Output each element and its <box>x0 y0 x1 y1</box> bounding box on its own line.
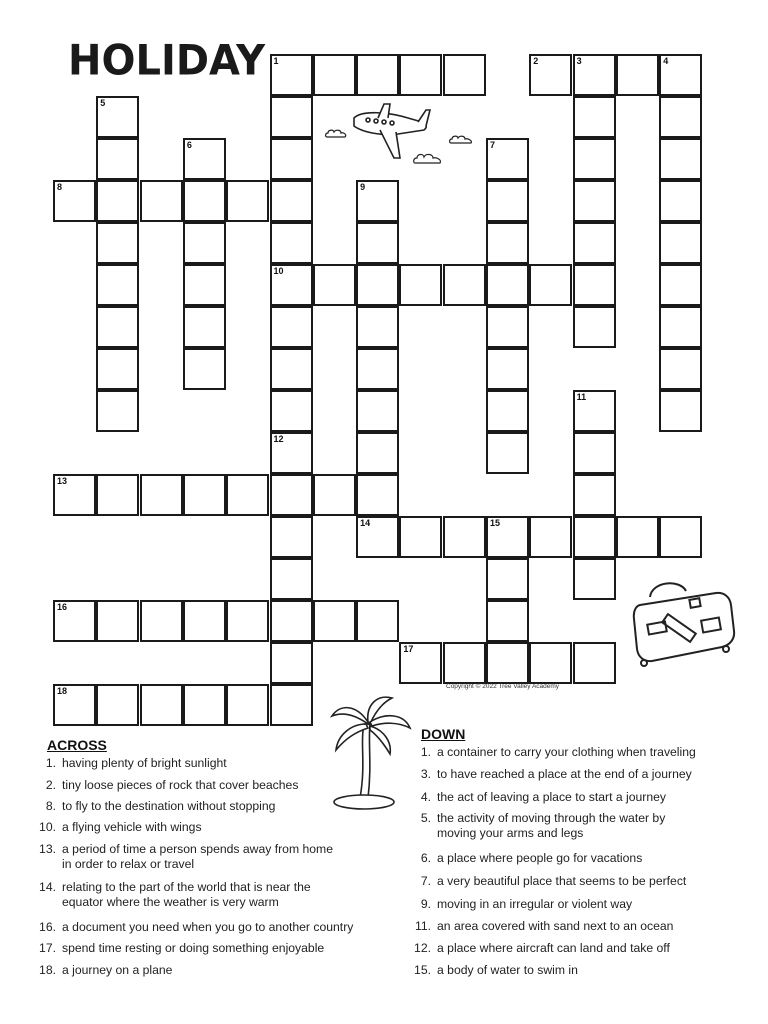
crossword-cell[interactable] <box>486 558 529 600</box>
crossword-cell[interactable] <box>183 138 226 180</box>
crossword-cell[interactable] <box>486 390 529 432</box>
clue-number: 11 <box>576 392 587 402</box>
down-clue <box>405 919 673 934</box>
crossword-cell[interactable] <box>270 432 313 474</box>
crossword-cell[interactable] <box>616 54 659 96</box>
clue-text: relating to the part of the world that is near the equator where the weather is very warm <box>62 880 311 909</box>
crossword-cell[interactable] <box>443 54 486 96</box>
clue-number: 7 <box>490 140 496 150</box>
crossword-cell[interactable] <box>399 642 442 684</box>
crossword-cell[interactable] <box>356 432 399 474</box>
crossword-cell[interactable] <box>53 180 96 222</box>
crossword-cell[interactable] <box>96 306 139 348</box>
clue-number: 14 <box>360 518 371 528</box>
page-title: HOLIDAY <box>68 36 266 86</box>
clue-text: an area covered with sand next to an ocean <box>437 919 674 933</box>
crossword-cell[interactable] <box>313 264 356 306</box>
copyright-text: Copyright © 2022 Tree Valley Academy <box>446 683 560 690</box>
crossword-cell[interactable] <box>573 264 616 306</box>
crossword-cell[interactable] <box>53 600 96 642</box>
clue-text: a period of time a person spends away from home in order to relax or travel <box>62 842 333 871</box>
clue-text: the activity of moving through the water by moving your arms and legs <box>437 811 666 840</box>
crossword-cell[interactable] <box>573 474 616 516</box>
down-clue <box>405 851 642 866</box>
clue-text: to have reached a place at the end of a journey <box>437 767 692 781</box>
crossword-cell[interactable] <box>443 264 486 306</box>
crossword-cell[interactable] <box>96 264 139 306</box>
crossword-cell[interactable] <box>270 306 313 348</box>
crossword-cell[interactable] <box>529 264 572 306</box>
down-clue <box>405 963 578 978</box>
crossword-cell[interactable] <box>659 306 702 348</box>
crossword-cell[interactable] <box>573 390 616 432</box>
crossword-cell[interactable] <box>486 138 529 180</box>
across-clue <box>30 963 172 978</box>
across-clue <box>30 842 333 872</box>
crossword-cell[interactable] <box>270 684 313 726</box>
crossword-cell[interactable] <box>53 684 96 726</box>
clue-text: a container to carry your clothing when traveling <box>437 745 696 759</box>
clue-num: 16. <box>39 920 56 934</box>
crossword-cell[interactable] <box>356 222 399 264</box>
clue-number: 12 <box>273 434 284 444</box>
crossword-cell[interactable] <box>486 264 529 306</box>
down-clue <box>405 767 692 782</box>
across-clue <box>30 941 324 956</box>
clue-text: a document you need when you go to another country <box>62 920 354 934</box>
crossword-cell[interactable] <box>270 474 313 516</box>
crossword-cell[interactable] <box>270 390 313 432</box>
crossword-cell[interactable] <box>356 348 399 390</box>
crossword-cell[interactable] <box>659 54 702 96</box>
crossword-cell[interactable] <box>573 306 616 348</box>
clue-number: 1 <box>273 56 279 66</box>
across-clue <box>30 778 298 793</box>
crossword-cell[interactable] <box>226 600 269 642</box>
crossword-cell[interactable] <box>270 54 313 96</box>
down-heading: DOWN <box>421 726 466 742</box>
clue-num: 10. <box>39 820 56 834</box>
clue-text: a journey on a plane <box>62 963 173 977</box>
crossword-cell[interactable] <box>270 558 313 600</box>
crossword-cell[interactable] <box>486 348 529 390</box>
clue-num: 2. <box>45 778 56 792</box>
down-clue <box>405 897 632 912</box>
crossword-cell[interactable] <box>616 516 659 558</box>
crossword-cell[interactable] <box>270 96 313 138</box>
crossword-cell[interactable] <box>659 96 702 138</box>
crossword-cell[interactable] <box>313 474 356 516</box>
crossword-cell[interactable] <box>313 600 356 642</box>
down-clue <box>405 790 666 805</box>
crossword-cell[interactable] <box>486 516 529 558</box>
crossword-cell[interactable] <box>53 474 96 516</box>
clue-number: 15 <box>490 518 501 528</box>
down-clue <box>405 874 686 889</box>
crossword-cell[interactable] <box>226 474 269 516</box>
crossword-cell[interactable] <box>183 348 226 390</box>
down-clue <box>405 941 670 956</box>
crossword-cell[interactable] <box>486 306 529 348</box>
clue-number: 13 <box>57 476 68 486</box>
crossword-cell[interactable] <box>486 222 529 264</box>
crossword-cell[interactable] <box>183 474 226 516</box>
crossword-cell[interactable] <box>140 600 183 642</box>
crossword-cell[interactable] <box>573 558 616 600</box>
across-clue <box>30 820 202 835</box>
crossword-cell[interactable] <box>183 222 226 264</box>
clue-num: 9. <box>420 897 431 911</box>
crossword-cell[interactable] <box>183 264 226 306</box>
clue-number: 16 <box>57 602 68 612</box>
clue-num: 17. <box>39 941 56 955</box>
crossword-cell[interactable] <box>486 180 529 222</box>
crossword-cell[interactable] <box>659 138 702 180</box>
across-heading: ACROSS <box>47 737 107 753</box>
cloud-icon <box>324 126 350 140</box>
clue-num: 18. <box>39 963 56 977</box>
clue-num: 4. <box>420 790 431 804</box>
clue-number: 8 <box>57 182 63 192</box>
crossword-cell[interactable] <box>573 432 616 474</box>
crossword-cell[interactable] <box>356 54 399 96</box>
crossword-cell[interactable] <box>270 348 313 390</box>
crossword-cell[interactable] <box>529 642 572 684</box>
across-clue <box>30 920 353 935</box>
clue-text: a flying vehicle with wings <box>62 820 202 834</box>
crossword-cell[interactable] <box>356 306 399 348</box>
crossword-cell[interactable] <box>486 600 529 642</box>
crossword-cell[interactable] <box>183 600 226 642</box>
crossword-cell[interactable] <box>183 306 226 348</box>
crossword-cell[interactable] <box>226 180 269 222</box>
clue-num: 14. <box>39 880 56 894</box>
crossword-cell[interactable] <box>140 180 183 222</box>
crossword-cell[interactable] <box>96 180 139 222</box>
clue-num: 7. <box>420 874 431 888</box>
crossword-cell[interactable] <box>356 474 399 516</box>
crossword-cell[interactable] <box>183 180 226 222</box>
crossword-cell[interactable] <box>270 138 313 180</box>
clue-number: 10 <box>273 266 284 276</box>
crossword-cell[interactable] <box>270 642 313 684</box>
clue-num: 1. <box>45 756 56 770</box>
crossword-cell[interactable] <box>486 432 529 474</box>
across-clue <box>30 756 227 771</box>
crossword-cell[interactable] <box>573 516 616 558</box>
cloud-icon <box>412 150 446 166</box>
crossword-cell[interactable] <box>443 516 486 558</box>
crossword-cell[interactable] <box>573 222 616 264</box>
clue-text: the act of leaving a place to start a journey <box>437 790 666 804</box>
clue-number: 17 <box>403 644 414 654</box>
crossword-cell[interactable] <box>573 180 616 222</box>
crossword-cell[interactable] <box>399 516 442 558</box>
suitcase-icon <box>630 575 740 670</box>
crossword-cell[interactable] <box>270 264 313 306</box>
crossword-cell[interactable] <box>659 348 702 390</box>
clue-num: 11. <box>414 919 431 933</box>
crossword-cell[interactable] <box>443 642 486 684</box>
clue-number: 4 <box>663 56 669 66</box>
crossword-cell[interactable] <box>96 474 139 516</box>
crossword-cell[interactable] <box>313 54 356 96</box>
crossword-cell[interactable] <box>529 516 572 558</box>
clue-text: having plenty of bright sunlight <box>62 756 227 770</box>
crossword-cell[interactable] <box>356 600 399 642</box>
crossword-cell[interactable] <box>270 516 313 558</box>
palm-tree-icon <box>326 694 416 814</box>
clue-text: a very beautiful place that seems to be perfect <box>437 874 687 888</box>
crossword-cell[interactable] <box>573 54 616 96</box>
clue-text: spend time resting or doing something enjoyable <box>62 941 325 955</box>
down-clue <box>405 745 696 760</box>
crossword-cell[interactable] <box>573 96 616 138</box>
crossword-cell[interactable] <box>529 54 572 96</box>
clue-text: a body of water to swim in <box>437 963 578 977</box>
crossword-cell[interactable] <box>356 390 399 432</box>
across-clue <box>30 799 275 814</box>
crossword-cell[interactable] <box>270 180 313 222</box>
crossword-cell[interactable] <box>96 222 139 264</box>
crossword-cell[interactable] <box>96 96 139 138</box>
crossword-cell[interactable] <box>356 264 399 306</box>
clue-num: 12. <box>414 941 431 955</box>
clue-num: 3. <box>420 767 431 781</box>
clue-text: moving in an irregular or violent way <box>437 897 633 911</box>
clue-text: tiny loose pieces of rock that cover beaches <box>62 778 299 792</box>
crossword-cell[interactable] <box>486 642 529 684</box>
clue-text: a place where people go for vacations <box>437 851 643 865</box>
crossword-cell[interactable] <box>573 642 616 684</box>
crossword-cell[interactable] <box>659 516 702 558</box>
crossword-cell[interactable] <box>96 138 139 180</box>
crossword-cell[interactable] <box>96 348 139 390</box>
clue-number: 5 <box>100 98 106 108</box>
crossword-cell[interactable] <box>659 264 702 306</box>
clue-number: 2 <box>533 56 539 66</box>
crossword-cell[interactable] <box>226 684 269 726</box>
clue-num: 6. <box>420 851 431 865</box>
clue-number: 18 <box>57 686 68 696</box>
clue-num: 1. <box>420 745 431 759</box>
clue-num: 15. <box>414 963 431 977</box>
clue-num: 5. <box>420 811 431 825</box>
crossword-cell[interactable] <box>270 600 313 642</box>
across-clue <box>30 880 311 910</box>
crossword-cell[interactable] <box>96 600 139 642</box>
crossword-cell[interactable] <box>270 222 313 264</box>
down-clue <box>405 811 665 841</box>
crossword-cell[interactable] <box>659 390 702 432</box>
clue-num: 8. <box>45 799 56 813</box>
crossword-cell[interactable] <box>356 516 399 558</box>
clue-number: 6 <box>186 140 192 150</box>
crossword-cell[interactable] <box>659 222 702 264</box>
clue-text: to fly to the destination without stopping <box>62 799 276 813</box>
clue-number: 9 <box>360 182 366 192</box>
crossword-cell[interactable] <box>140 684 183 726</box>
crossword-cell[interactable] <box>573 138 616 180</box>
crossword-cell[interactable] <box>140 474 183 516</box>
clue-num: 13. <box>39 842 56 856</box>
crossword-cell[interactable] <box>96 390 139 432</box>
cloud-icon <box>448 132 476 146</box>
crossword-cell[interactable] <box>183 684 226 726</box>
clue-number: 3 <box>576 56 582 66</box>
crossword-cell[interactable] <box>659 180 702 222</box>
crossword-cell[interactable] <box>399 264 442 306</box>
crossword-cell[interactable] <box>399 54 442 96</box>
crossword-cell[interactable] <box>96 684 139 726</box>
crossword-cell[interactable] <box>356 180 399 222</box>
clue-text: a place where aircraft can land and take off <box>437 941 670 955</box>
